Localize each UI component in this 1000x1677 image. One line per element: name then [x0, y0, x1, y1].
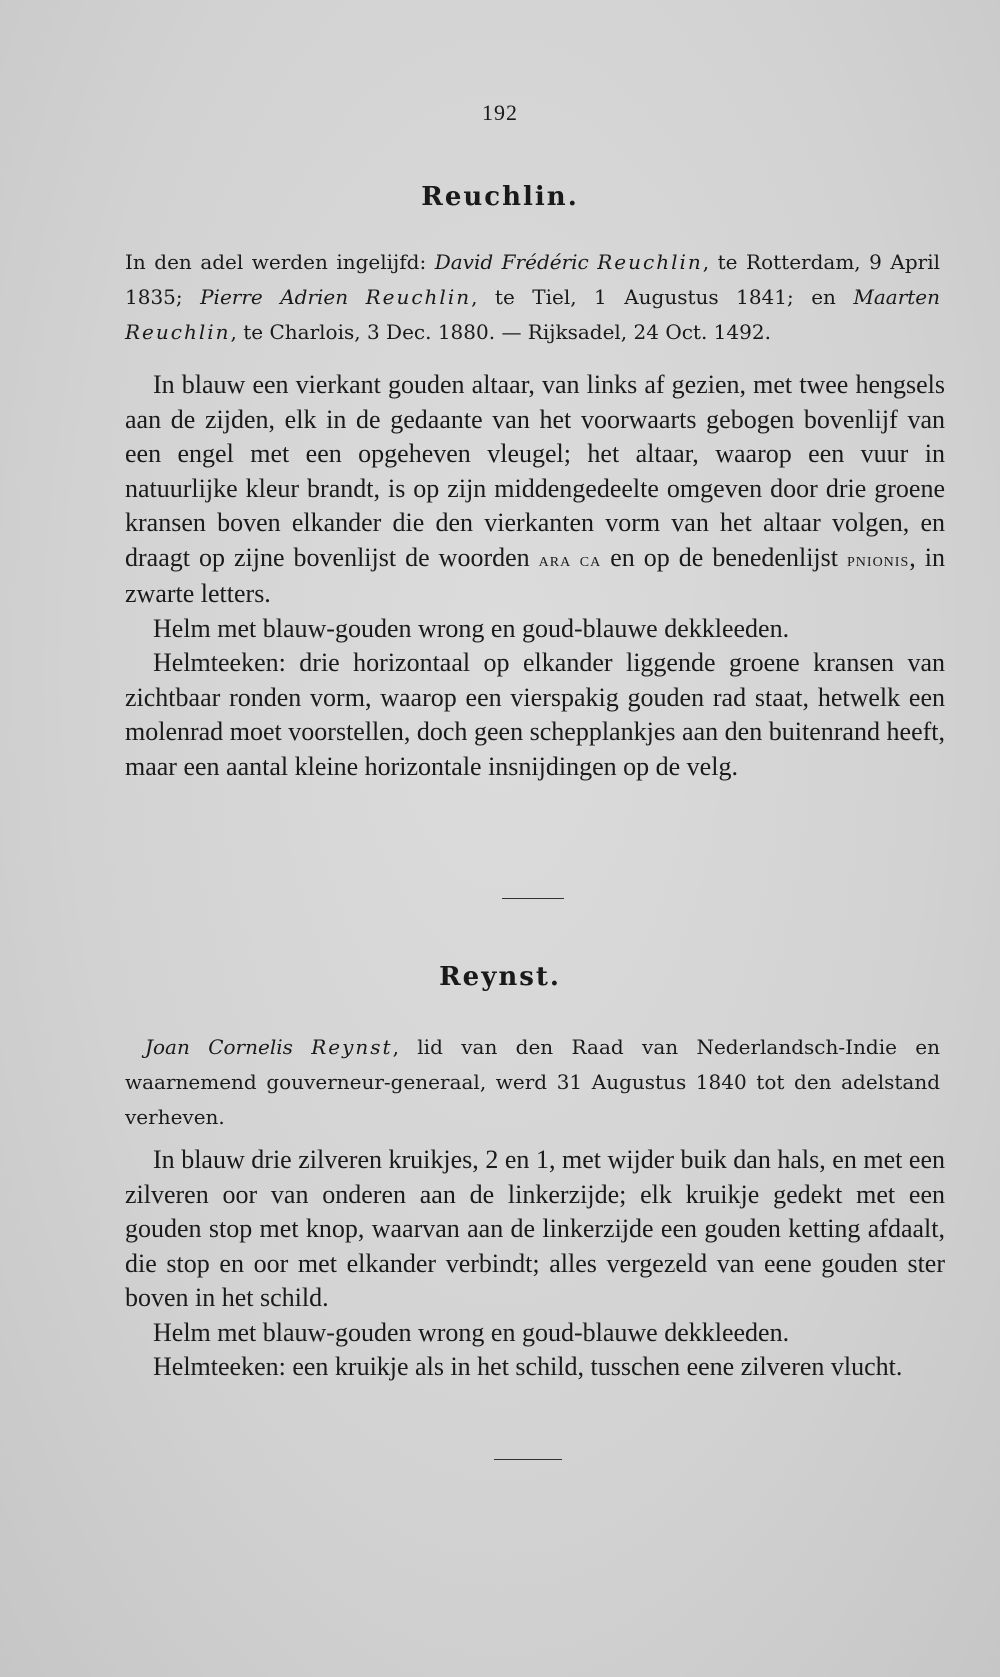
- page-number: 192: [482, 100, 518, 125]
- person-surname: Reuchlin: [365, 285, 472, 309]
- reynst-intro: [125, 1030, 940, 1135]
- section-divider: [502, 898, 564, 899]
- person-name: Pierre Adrien: [200, 285, 366, 309]
- section-title-reynst: Reynst.: [439, 962, 561, 992]
- reynst-body: [125, 1143, 945, 1385]
- arms-text: , in zwarte letters.: [125, 542, 945, 608]
- arms-text: en op de benedenlijst: [601, 542, 848, 572]
- intro-text: , te Tiel, 1 Augustus 1841; en: [471, 285, 854, 309]
- arms-description: [125, 368, 945, 612]
- reuchlin-body: [125, 368, 945, 784]
- motto-upper: ara ca: [538, 548, 602, 571]
- person-name: David Frédéric: [434, 250, 598, 274]
- person-surname: Reynst: [311, 1035, 393, 1059]
- section-divider: [494, 1459, 562, 1460]
- reuchlin-intro: [125, 245, 940, 350]
- motto-lower: pnionis: [847, 548, 910, 571]
- arms-description: In blauw drie zilveren kruikjes, 2 en 1, met wijder buik dan hals, en met een zilveren oor van onderen aan de linkerzijde; elk kruikje gedekt met een gouden stop met knop, waarvan aan de linkerzijde een gouden ketting afdaalt, die stop en oor met elkander verbindt; alles vergezeld van eene gouden ster boven in het schild.: [125, 1145, 945, 1312]
- crest-description: Helmteeken: drie horizontaal op elkander liggende groene kransen van zichtbaar ronden vorm, waarop een vierspakig gouden rad staat, hetwelk een molenrad moet voorstellen, doch geen schepplankjes aan den buitenrand heeft, maar een aantal kleine horizontale insnijdingen op de velg.: [125, 648, 945, 781]
- intro-text: , te Charlois, 3 Dec. 1880. — Rijksadel, 24 Oct. 1492.: [230, 320, 771, 344]
- arms-text: In blauw een vierkant gouden altaar, van links af gezien, met twee hengsels aan de zijden, elk in de gedaante van het voorwaarts gebogen bovenlijf van een engel met een opgeheven vleugel; het altaar, waarop een vuur in natuurlijke kleur brandt, is op zijn middengedeelte omgeven door drie groene kransen boven elkander die den vierkanten vorm van het altaar volgen, en draagt op zijne bovenlijst de woorden: [125, 370, 945, 572]
- crest-description: Helmteeken: een kruikje als in het schild, tusschen eene zilveren vlucht.: [153, 1352, 903, 1381]
- helm-description: Helm met blauw-gouden wrong en goud-blauwe dekkleeden.: [153, 613, 790, 643]
- person-surname: Reuchlin: [597, 250, 703, 274]
- intro-text: , lid van den Raad van Nederlandsch-Indie en waarnemend gouverneur-generaal, werd 31 Augustus 1840 tot den adelstand verheven.: [125, 1035, 940, 1129]
- intro-text: , te Rotterdam, 9 April 1835;: [125, 250, 940, 309]
- intro-text: In den adel werden ingelijfd:: [125, 250, 435, 274]
- person-name: Joan Cornelis: [145, 1035, 312, 1059]
- section-title-reuchlin: Reuchlin.: [421, 182, 579, 212]
- helm-description: Helm met blauw-gouden wrong en goud-blauwe dekkleeden.: [153, 1317, 790, 1347]
- person-surname: Reuchlin: [125, 320, 231, 344]
- person-name: Maarten: [853, 285, 941, 309]
